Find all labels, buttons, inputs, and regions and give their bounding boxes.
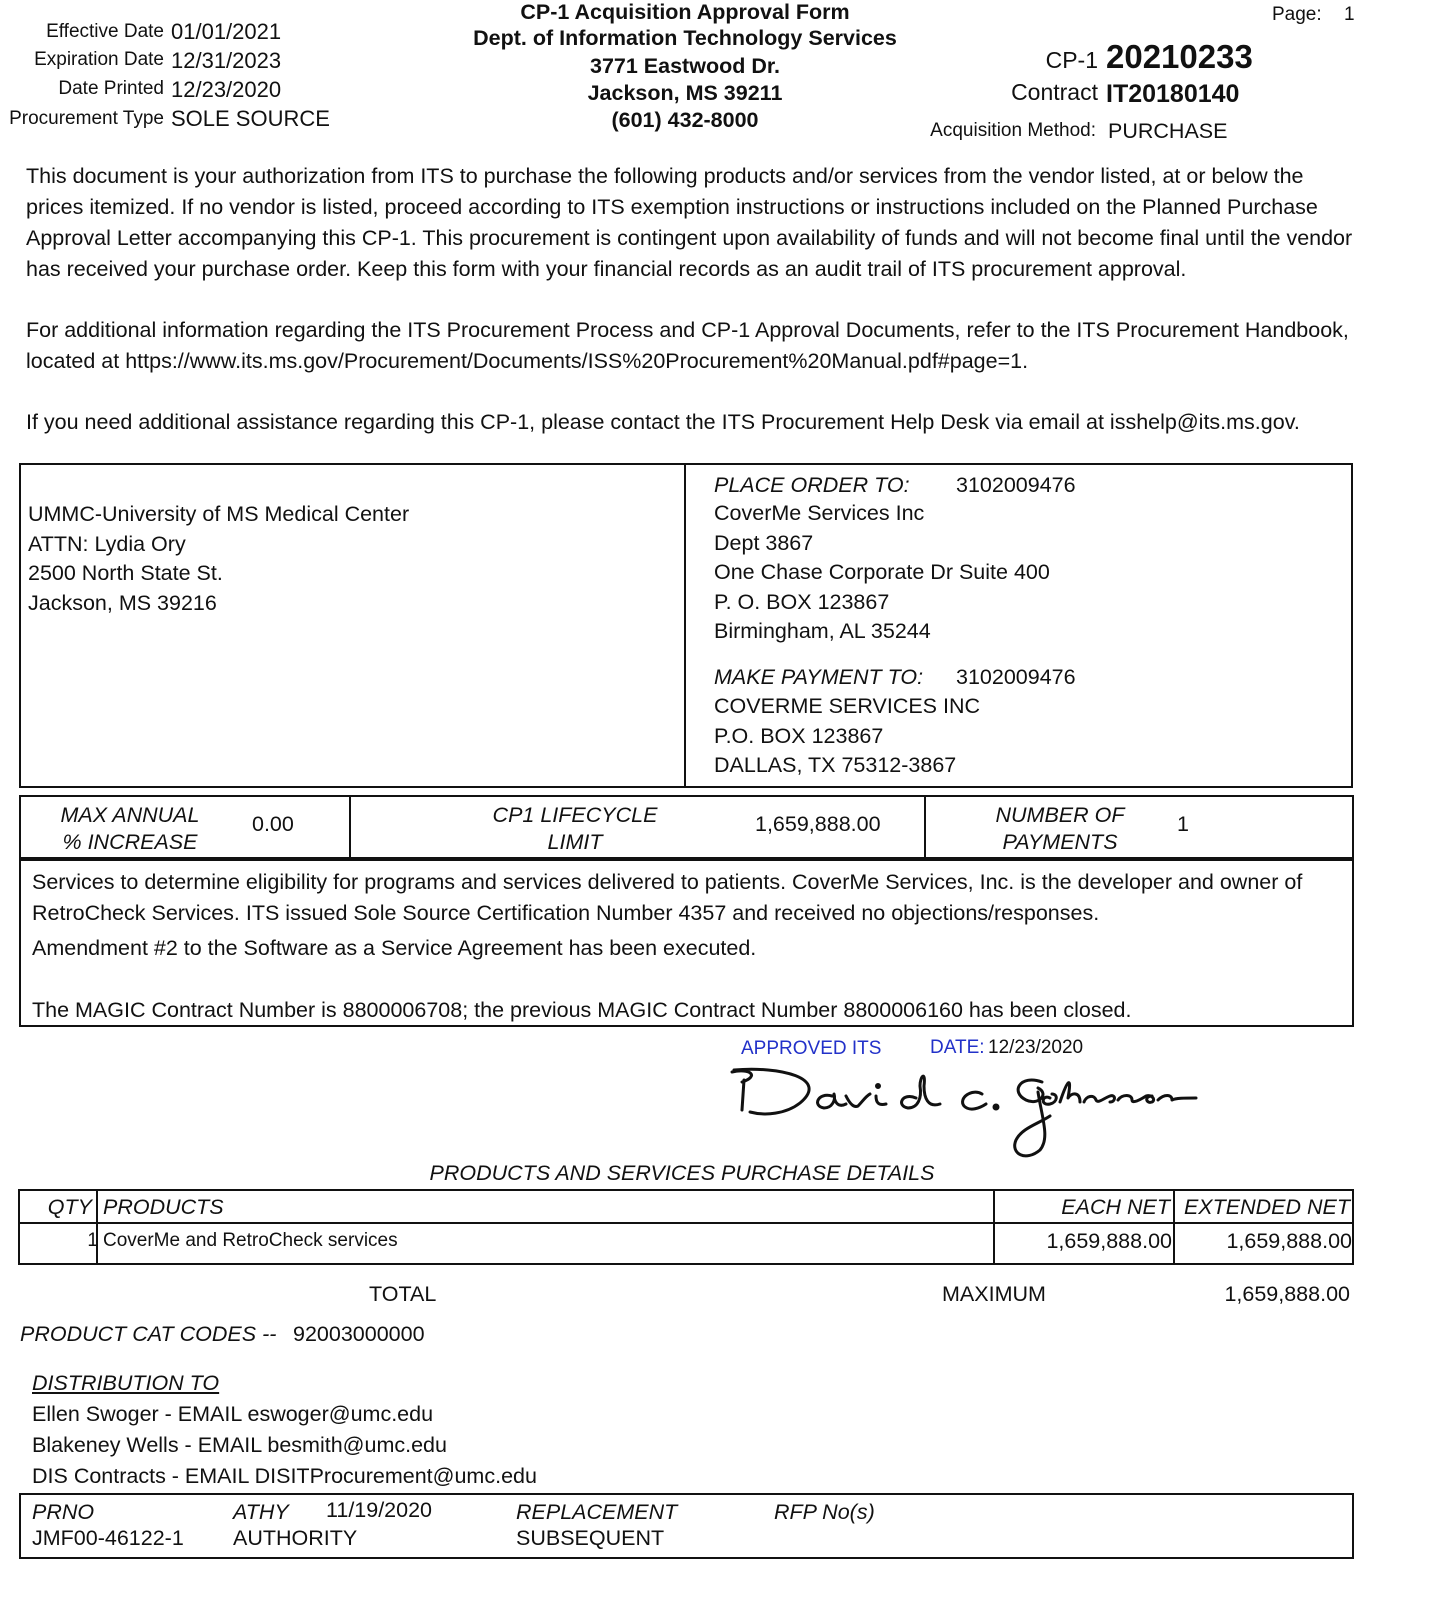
product-cat-codes-label: PRODUCT CAT CODES -- (20, 1322, 277, 1346)
approval-date-value: 12/23/2020 (988, 1037, 1084, 1058)
products-header: PRODUCTS (103, 1195, 224, 1219)
make-payment-address (714, 694, 980, 783)
replacement-value: SUBSEQUENT (516, 1526, 665, 1550)
purchase-table-col-divider (993, 1189, 995, 1265)
place-order-line: CoverMe Services Inc (714, 501, 925, 525)
table-row-product: CoverMe and RetroCheck services (103, 1230, 398, 1251)
make-payment-line: DALLAS, TX 75312-3867 (714, 753, 957, 777)
make-payment-number: 3102009476 (956, 665, 1076, 689)
purchase-table-col-divider (1173, 1189, 1175, 1265)
description-amendment: Amendment #2 to the Software as a Service Agreement has been executed. (32, 936, 757, 960)
distribution-line: DIS Contracts - EMAIL DISITProcurement@umc.edu (32, 1464, 537, 1488)
description-text: Services to determine eligibility for programs and services delivered to patients. CoverMe Services, Inc. is the developer and owner of RetroCheck Services. ITS issued Sole Source Certification Number 4357 and received no objections/responses. (32, 870, 1303, 925)
lifecycle-limit-label (455, 802, 695, 856)
product-cat-codes-value: 92003000000 (293, 1322, 425, 1346)
signature-image (720, 1058, 1210, 1163)
athy-date: 11/19/2020 (326, 1498, 433, 1522)
expiration-date-label: Expiration Date (34, 49, 164, 70)
purchase-table-col-divider (96, 1189, 98, 1265)
effective-date-value: 01/01/2021 (171, 19, 282, 44)
customer-address-line: Jackson, MS 39216 (28, 590, 217, 615)
max-annual-label-line: % INCREASE (62, 830, 198, 854)
date-printed-value: 12/23/2020 (171, 77, 282, 102)
description-magic-contract: The MAGIC Contract Number is 8800006708; the previous MAGIC Contract Number 8800006160 has been closed. (32, 998, 1132, 1022)
limits-divider (924, 795, 926, 859)
dept-street: 3771 Eastwood Dr. (590, 54, 780, 78)
make-payment-label: MAKE PAYMENT TO: (714, 665, 924, 689)
make-payment-line: P.O. BOX 123867 (714, 723, 884, 748)
acquisition-method-value: PURCHASE (1108, 119, 1228, 143)
athy-value: AUTHORITY (233, 1526, 358, 1550)
limits-divider (349, 795, 351, 859)
make-payment-line: COVERME SERVICES INC (714, 694, 981, 718)
dept-name: Dept. of Information Technology Services (473, 26, 897, 50)
expiration-date-value: 12/31/2023 (171, 48, 282, 73)
customer-address-line: UMMC-University of MS Medical Center (28, 502, 410, 526)
cp1-number: 20210233 (1106, 38, 1253, 75)
form-title: CP-1 Acquisition Approval Form (520, 0, 850, 24)
lifecycle-limit-label-line: LIMIT (547, 830, 603, 854)
place-order-label: PLACE ORDER TO: (714, 473, 910, 497)
replacement-label: REPLACEMENT (516, 1500, 678, 1524)
customer-address (28, 502, 409, 620)
place-order-line: One Chase Corporate Dr Suite 400 (714, 560, 1050, 584)
qty-header: QTY (47, 1195, 92, 1219)
maximum-value: 1,659,888.00 (1224, 1282, 1350, 1306)
date-printed-label: Date Printed (58, 78, 164, 99)
table-row-extended-net: 1,659,888.00 (1226, 1229, 1352, 1253)
place-order-line: Dept 3867 (714, 530, 814, 555)
contract-number: IT20180140 (1106, 80, 1240, 108)
contract-label: Contract (1011, 79, 1098, 105)
distribution-title: DISTRIBUTION TO (32, 1371, 220, 1395)
address-divider (684, 463, 686, 788)
approved-its-label: APPROVED ITS (741, 1038, 882, 1059)
distribution-line: Blakeney Wells - EMAIL besmith@umc.edu (32, 1433, 447, 1457)
max-annual-value: 0.00 (252, 812, 294, 836)
intro-paragraph-help-desk: If you need additional assistance regarding this CP-1, please contact the ITS Procurement Help Desk via email at isshelp@its.ms.gov. (26, 410, 1300, 434)
place-order-line: P. O. BOX 123867 (714, 589, 890, 614)
table-row-each-net: 1,659,888.00 (1046, 1229, 1172, 1253)
prno-value: JMF00-46122-1 (32, 1526, 184, 1550)
procurement-type-label: Procurement Type (9, 108, 164, 129)
purchase-details-title: PRODUCTS AND SERVICES PURCHASE DETAILS (429, 1161, 935, 1185)
distribution-list (32, 1399, 537, 1492)
footer-box (19, 1493, 1354, 1559)
customer-address-line: 2500 North State St. (28, 561, 223, 585)
cp1-label: CP-1 (1045, 47, 1098, 73)
table-row-qty: 1 (87, 1230, 98, 1251)
purchase-table-header-rule (18, 1222, 1354, 1224)
page-label: Page: (1272, 4, 1322, 25)
distribution-line: Ellen Swoger - EMAIL eswoger@umc.edu (32, 1402, 434, 1426)
rfp-label: RFP No(s) (774, 1500, 875, 1524)
prno-label: PRNO (32, 1500, 95, 1524)
number-of-payments-label (960, 802, 1160, 856)
page-number: 1 (1344, 4, 1355, 25)
approval-date-label: DATE: (930, 1037, 985, 1058)
number-of-payments-label-line: NUMBER OF (995, 803, 1125, 827)
acquisition-method-label: Acquisition Method: (930, 120, 1096, 141)
procurement-type-value: SOLE SOURCE (171, 106, 330, 131)
extended-net-header: EXTENDED NET (1183, 1195, 1350, 1219)
dept-city: Jackson, MS 39211 (587, 81, 783, 105)
maximum-label: MAXIMUM (942, 1282, 1046, 1306)
effective-date-label: Effective Date (46, 21, 164, 42)
intro-paragraph-authorization: This document is your authorization from ITS to purchase the following products and/or services from the vendor listed, at or below the prices itemized. If no vendor is listed, proceed according to ITS exemption instructions or instructions included on the Planned Purchase Approval Letter accompanying this CP-1. This procurement is contingent upon availability of funds and will not become final until the vendor has received your purchase order. Keep this form with your financial records as an audit trail of ITS procurement approval. (26, 164, 1353, 281)
each-net-header: EACH NET (1061, 1195, 1170, 1219)
number-of-payments-label-line: PAYMENTS (1002, 830, 1118, 854)
intro-paragraph-handbook: For additional information regarding the ITS Procurement Process and CP-1 Approval Documents, refer to the ITS Procurement Handbook, located at https://www.its.ms.gov/Procurement/Documents/ISS%20Procurement%20Manual.pdf#page=1. (26, 318, 1349, 373)
athy-label: ATHY (233, 1500, 289, 1524)
dept-phone: (601) 432-8000 (611, 108, 759, 132)
max-annual-label-line: MAX ANNUAL (60, 803, 200, 827)
lifecycle-limit-value: 1,659,888.00 (755, 812, 881, 836)
place-order-line: Birmingham, AL 35244 (714, 619, 931, 643)
total-label: TOTAL (369, 1282, 437, 1306)
place-order-number: 3102009476 (956, 473, 1076, 497)
number-of-payments-value: 1 (1177, 812, 1189, 836)
max-annual-label (30, 802, 230, 856)
customer-address-line: ATTN: Lydia Ory (28, 531, 186, 556)
lifecycle-limit-label-line: CP1 LIFECYCLE (492, 803, 658, 827)
place-order-address (714, 501, 1050, 649)
